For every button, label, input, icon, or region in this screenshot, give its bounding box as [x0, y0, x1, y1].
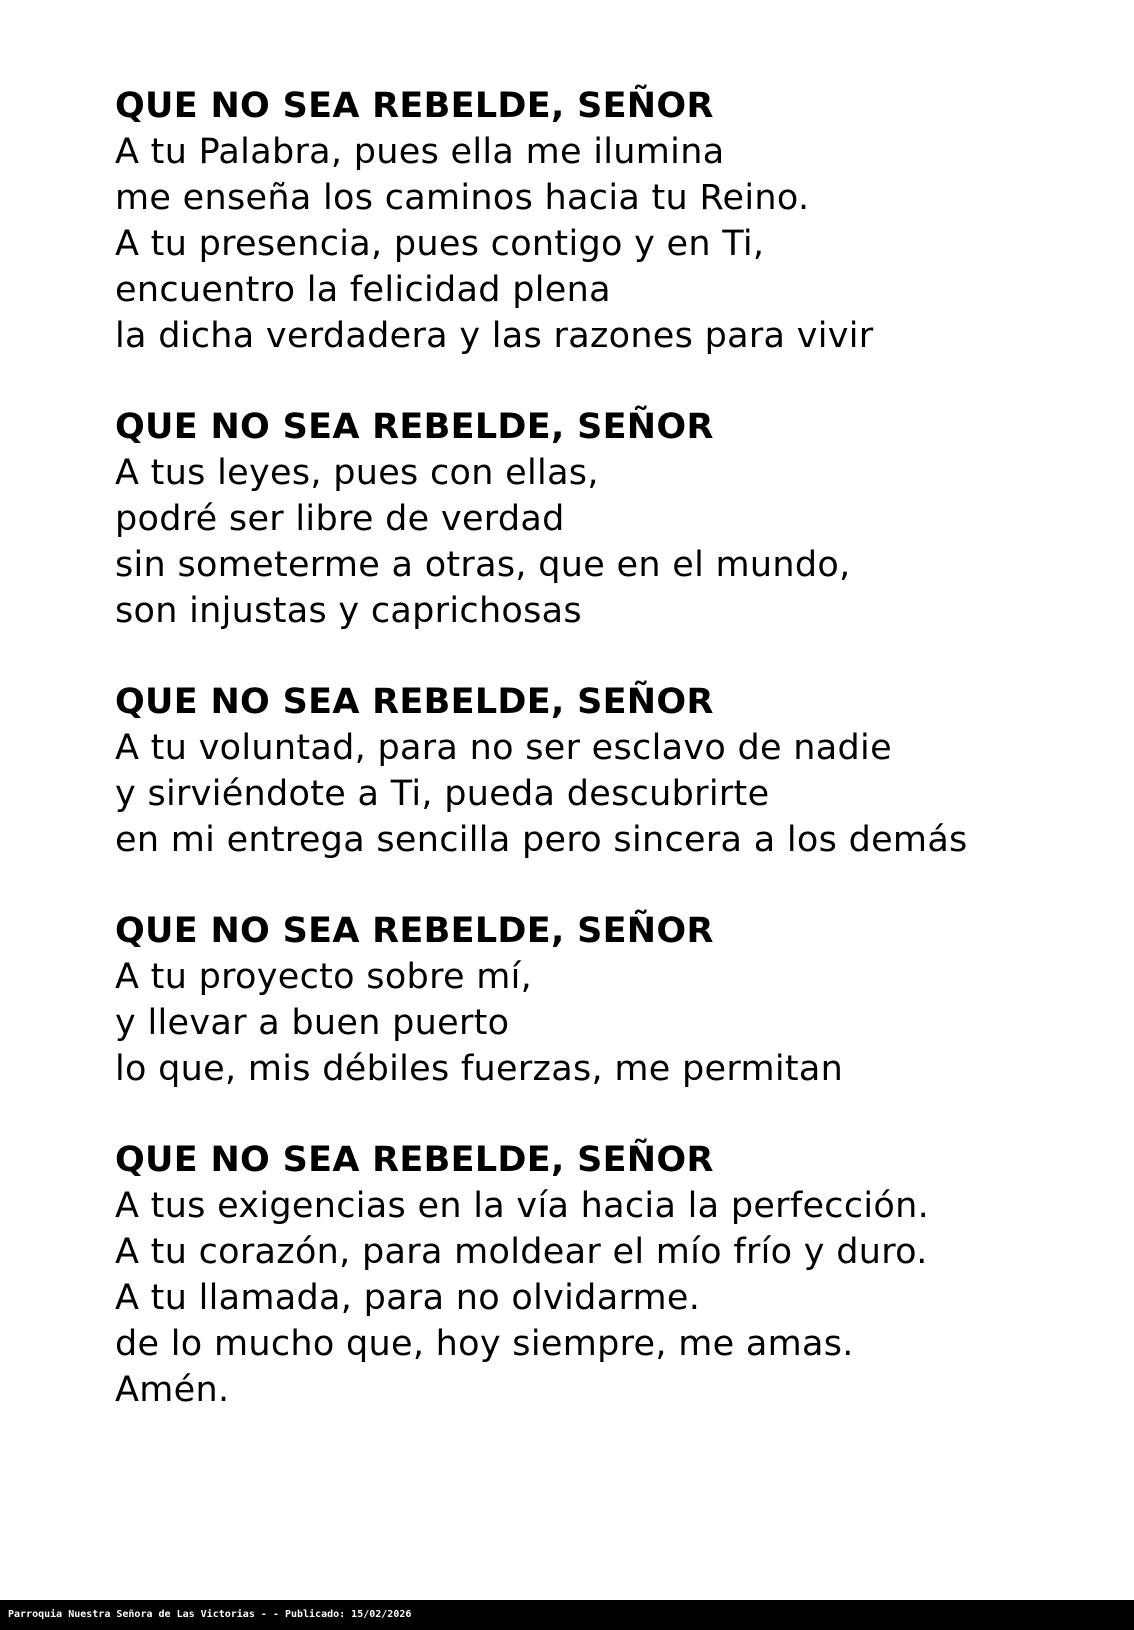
stanza-5: [115, 1137, 1115, 1413]
stanza-heading: QUE NO SEA REBELDE, SEÑOR: [115, 86, 714, 126]
verse-line: Amén.: [115, 1370, 230, 1410]
verse-line: A tu corazón, para moldear el mío frío y duro.: [115, 1232, 928, 1272]
verse-line: encuentro la felicidad plena: [115, 270, 611, 310]
verse-line: la dicha verdadera y las razones para vivir: [115, 316, 874, 356]
stanza-3: [115, 679, 1115, 863]
verse-line: sin someterme a otras, que en el mundo,: [115, 545, 851, 585]
verse-line: A tu voluntad, para no ser esclavo de nadie: [115, 728, 892, 768]
verse-line: me enseña los caminos hacia tu Reino.: [115, 178, 810, 218]
stanza-2: [115, 404, 1115, 634]
stanza-heading: QUE NO SEA REBELDE, SEÑOR: [115, 1140, 714, 1180]
footer-bar: [0, 1600, 1134, 1630]
verse-line: y llevar a buen puerto: [115, 1003, 510, 1043]
footer-text: Parroquia Nuestra Señora de Las Victorias - - Publicado: 15/02/2026: [8, 1609, 412, 1620]
verse-line: A tus leyes, pues con ellas,: [115, 453, 599, 493]
verse-line: A tu presencia, pues contigo y en Ti,: [115, 224, 765, 264]
stanza-heading: QUE NO SEA REBELDE, SEÑOR: [115, 407, 714, 447]
verse-line: son injustas y caprichosas: [115, 591, 582, 631]
verse-line: A tu llamada, para no olvidarme.: [115, 1278, 701, 1318]
stanza-4: [115, 908, 1115, 1092]
verse-line: en mi entrega sencilla pero sincera a los demás: [115, 820, 968, 860]
stanza-heading: QUE NO SEA REBELDE, SEÑOR: [115, 682, 714, 722]
verse-line: podré ser libre de verdad: [115, 499, 565, 539]
stanza-heading: QUE NO SEA REBELDE, SEÑOR: [115, 911, 714, 951]
verse-line: de lo mucho que, hoy siempre, me amas.: [115, 1324, 854, 1364]
verse-line: A tu Palabra, pues ella me ilumina: [115, 132, 725, 172]
verse-line: lo que, mis débiles fuerzas, me permitan: [115, 1049, 844, 1089]
verse-line: y sirviéndote a Ti, pueda descubrirte: [115, 774, 770, 814]
stanza-1: [115, 83, 1115, 359]
verse-line: A tu proyecto sobre mí,: [115, 957, 533, 997]
prayer-document: [115, 83, 1115, 1458]
verse-line: A tus exigencias en la vía hacia la perfección.: [115, 1186, 930, 1226]
